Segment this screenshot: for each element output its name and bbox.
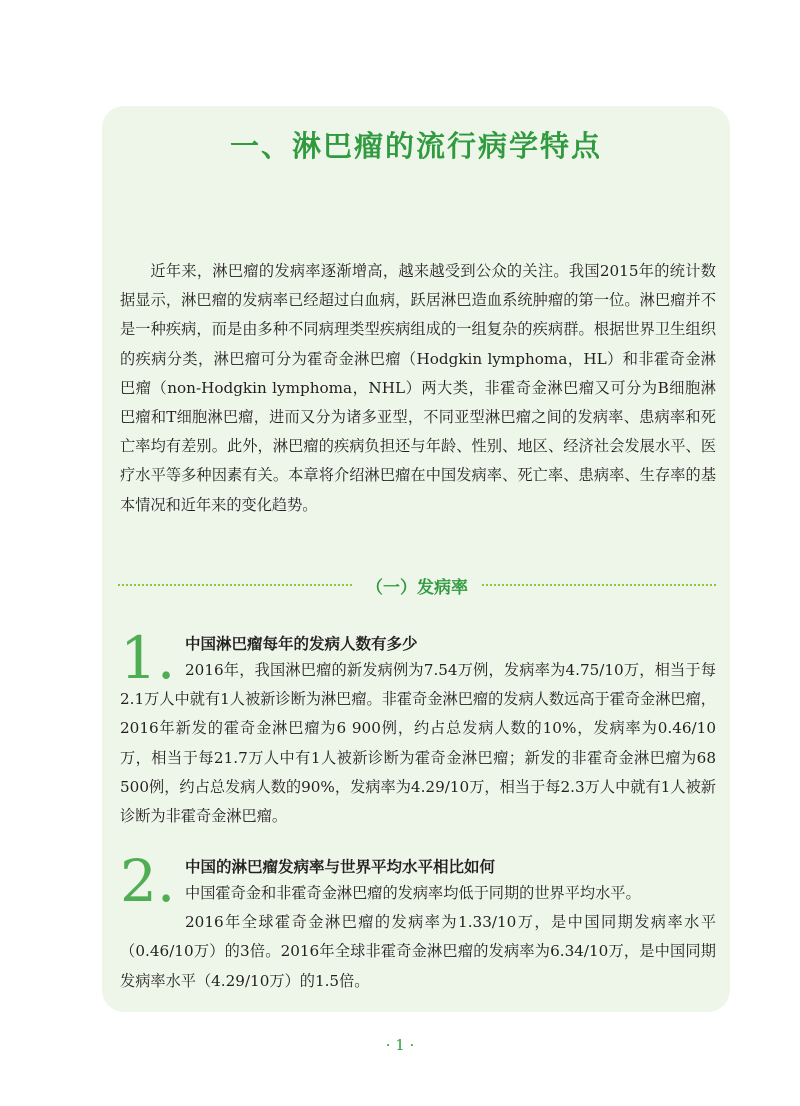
question-number: 1. — [120, 624, 176, 692]
dotted-divider-right — [482, 584, 716, 586]
chapter-title: 一、淋巴瘤的流行病学特点 — [229, 129, 602, 163]
dotted-divider-left — [118, 584, 352, 586]
section-label: （一）发病率 — [366, 577, 468, 598]
question-body-lead-text: 中国霍奇金和非霍奇金淋巴瘤的发病率均低于同期的世界平均水平。 — [185, 884, 641, 902]
question-block-2 — [120, 847, 716, 996]
section-heading — [118, 570, 716, 600]
question-body — [120, 656, 716, 831]
intro-paragraph: 近年来，淋巴瘤的发病率逐渐增高，越来越受到公众的关注。我国2015年的统计数据显示，淋巴瘤的发病率已经超过白血病，跃居淋巴造血系统肿瘤的第一位。淋巴瘤并不是一种疾病，而是由多种不同病理类型疾病组成的一组复杂的疾病群。根据世界卫生组织的疾病分类，淋巴瘤可分为霍奇金淋巴瘤（Hodgkin lymphoma，HL）和非霍奇金淋巴瘤（non-Hodgkin lymphoma，NHL）两大类，非霍奇金淋巴瘤又可分为B细胞淋巴瘤和T细胞淋巴瘤，进而又分为诸多亚型，不同亚型淋巴瘤之间的发病率、患病率和死亡率均有差别。此外，淋巴瘤的疾病负担还与年龄、性别、地区、经济社会发展水平、医疗水平等多种因素有关。本章将介绍淋巴瘤在中国发病率、死亡率、患病率、生存率的基本情况和近年来的变化趋势。 — [120, 262, 716, 514]
question-number: 2. — [120, 847, 176, 915]
question-body-text: 2016年，我国淋巴瘤的新发病例为7.54万例，发病率为4.75/10万，相当于每2.1万人中就有1人被新诊断为淋巴瘤。非霍奇金淋巴瘤的发病人数远高于霍奇金淋巴瘤，2016年新发的霍奇金淋巴瘤为6 900例，约占总发病人数的10%，发病率为0.46/10万，相当于每21.7万人中有1人被新诊断为霍奇金淋巴瘤；新发的非霍奇金淋巴瘤为68 500例，约占总发病人数的90%，发病率为4.29/10万，相当于每2.3万人中就有1人被新诊断为非霍奇金淋巴瘤。 — [120, 661, 716, 826]
content-card — [102, 106, 730, 1012]
page-number: · 1 · — [385, 1036, 415, 1054]
question-body-lead — [120, 879, 716, 908]
question-body: 2016年全球霍奇金淋巴瘤的发病率为1.33/10万，是中国同期发病率水平（0.46/10万）的3倍。2016年全球非霍奇金淋巴瘤的发病率为6.34/10万，是中国同期发病率水平（4.29/10万）的1.5倍。 — [120, 913, 716, 990]
question-block-1 — [120, 624, 716, 831]
question-title: 中国淋巴瘤每年的发病人数有多少 — [185, 635, 418, 653]
question-title: 中国的淋巴瘤发病率与世界平均水平相比如何 — [185, 858, 496, 876]
